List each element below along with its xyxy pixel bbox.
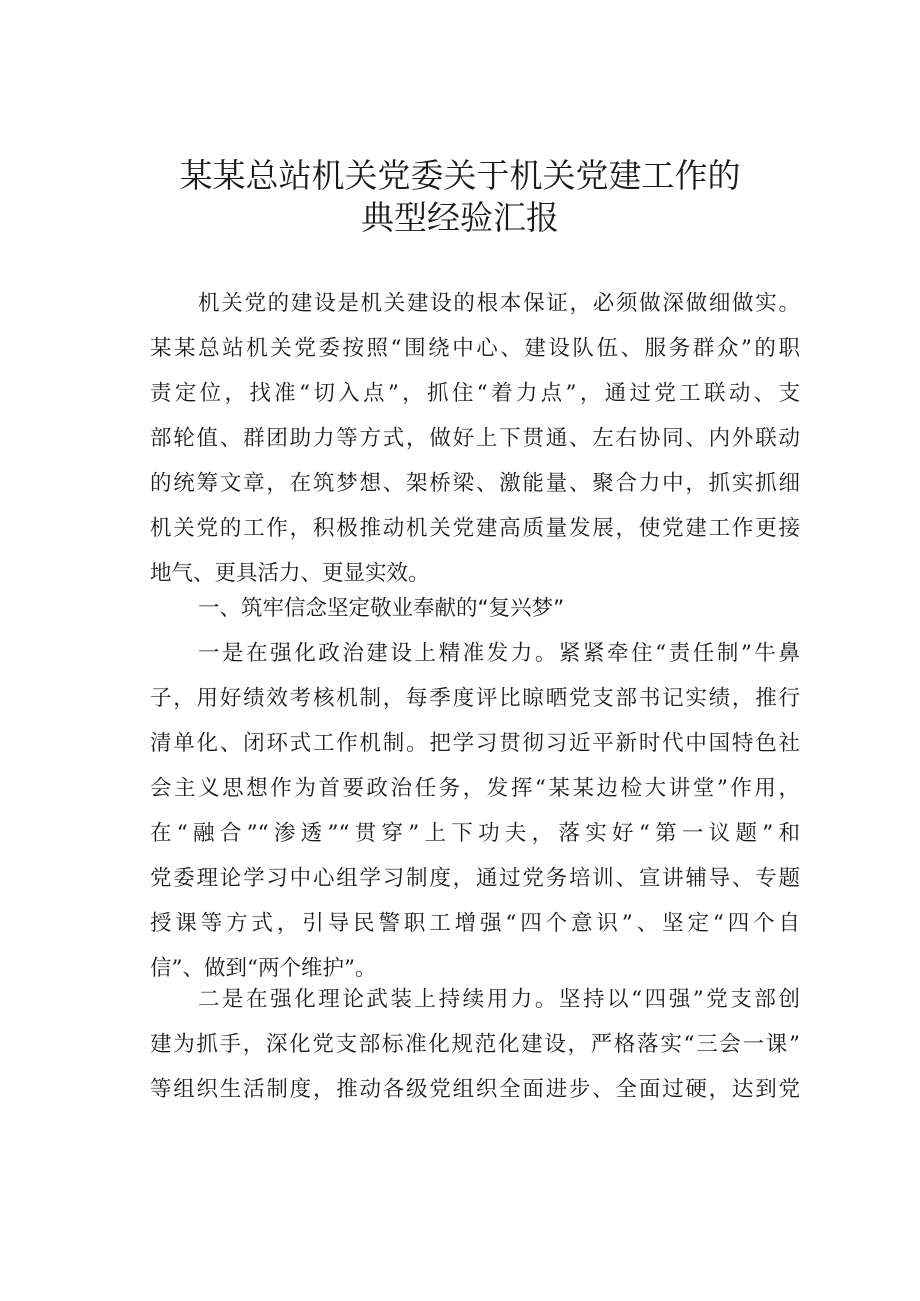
paragraph-line: 等组织生活制度，推动各级党组织全面进步、全面过硬，达到党 xyxy=(150,1077,800,1102)
paragraph-line: 机关党的建设是机关建设的根本保证，必须做深做细做实。 xyxy=(198,291,800,316)
paragraph-line: 授课等方式，引导民警职工增强“四个意识”、坚定“四个自 xyxy=(150,911,800,936)
paragraph-line: 机关党的工作，积极推动机关党建高质量发展，使党建工作更接 xyxy=(150,516,800,541)
paragraph-line: 建为抓手，深化党支部标准化规范化建设，严格落实“三会一课” xyxy=(150,1032,800,1057)
paragraph-line: 地气、更具活力、更显实效。 xyxy=(150,561,430,586)
document-title-line-1: 某某总站机关党委关于机关党建工作的 xyxy=(179,156,741,195)
paragraph-line: 清单化、闭环式工作机制。把学习贯彻习近平新时代中国特色社 xyxy=(150,731,800,756)
paragraph-line: 部轮值、群团助力等方式，做好上下贯通、左右协同、内外联动 xyxy=(150,426,800,451)
paragraph-line: 二是在强化理论武装上持续用力。坚持以“四强”党支部创 xyxy=(198,987,800,1012)
paragraph-line: 在“融合”“渗透”“贯穿”上下功夫，落实好“第一议题”和 xyxy=(150,821,800,846)
paragraph-line: 党委理论学习中心组学习制度，通过党务培训、宣讲辅导、专题 xyxy=(150,866,800,891)
paragraph-line: 一是在强化政治建设上精准发力。紧紧牵住“责任制”牛鼻 xyxy=(198,641,800,666)
paragraph-line: 的统筹文章，在筑梦想、架桥梁、激能量、聚合力中，抓实抓细 xyxy=(150,471,800,496)
paragraph-line: 会主义思想作为首要政治任务，发挥“某某边检大讲堂”作用， xyxy=(150,776,800,801)
paragraph-line: 子，用好绩效考核机制，每季度评比晾晒党支部书记实绩，推行 xyxy=(150,686,800,711)
document-title-line-2: 典型经验汇报 xyxy=(361,198,559,237)
paragraph-line: 责定位，找准“切入点”，抓住“着力点”，通过党工联动、支 xyxy=(150,381,800,406)
paragraph-line: 信”、做到“两个维护”。 xyxy=(150,956,377,981)
paragraph-line: 某某总站机关党委按照“围绕中心、建设队伍、服务群众”的职 xyxy=(150,336,800,361)
section-heading: 一、筑牢信念坚定敬业奉献的“复兴梦” xyxy=(198,596,565,621)
